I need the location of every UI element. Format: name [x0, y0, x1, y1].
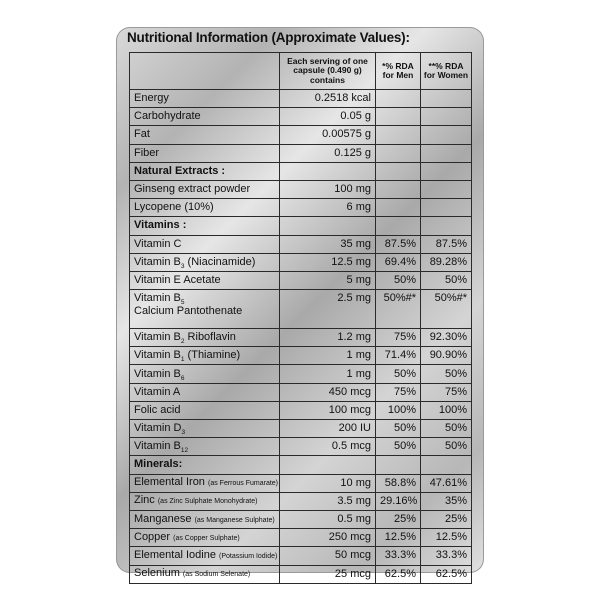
amount-cell: 50 mcg [280, 547, 376, 565]
rda-men-cell: 50% [376, 420, 421, 438]
rda-women-cell [421, 90, 472, 108]
rda-women-cell: 87.5% [421, 235, 472, 253]
section-heading: Vitamins : [130, 217, 280, 235]
nutrient-name [130, 401, 280, 419]
nutrient-label: Elemental Iodine [134, 548, 216, 561]
rda-men-cell: 50% [376, 271, 421, 289]
amount-cell: 35 mg [280, 235, 376, 253]
nutrition-table [129, 52, 472, 584]
rda-men-cell: 100% [376, 401, 421, 419]
subscript: 3 [181, 429, 186, 437]
header-serving: Each serving of one capsule (0.490 g) contains [280, 53, 376, 90]
amount-cell: 200 IU [280, 420, 376, 438]
amount-cell: 0.00575 g [280, 126, 376, 144]
table-row [130, 347, 472, 365]
nutrient-name [130, 126, 280, 144]
header-rda-women: **% RDA for Women [421, 53, 472, 90]
nutrient-source-note: (as Zinc Sulphate Monohydrate) [157, 498, 258, 506]
table-row [130, 547, 472, 565]
rda-women-cell [421, 180, 472, 198]
rda-women-cell [421, 199, 472, 217]
nutrient-name [130, 474, 280, 492]
table-row [130, 271, 472, 289]
nutrient-label: Vitamin B [134, 331, 181, 344]
cell-empty [376, 162, 421, 180]
nutrient-name [130, 547, 280, 565]
amount-cell: 100 mg [280, 180, 376, 198]
rda-women-cell: 35% [421, 492, 472, 510]
nutrient-name [130, 347, 280, 365]
rda-women-cell: 25% [421, 510, 472, 528]
nutrient-name [130, 235, 280, 253]
nutrient-label-line2: Calcium Pantothenate [134, 305, 243, 318]
table-row [130, 456, 472, 474]
nutrient-label: Copper [134, 530, 171, 543]
amount-cell: 0.125 g [280, 144, 376, 162]
nutrient-name [130, 144, 280, 162]
nutrient-name [130, 529, 280, 547]
nutrient-label: Zinc [134, 494, 155, 507]
nutrient-source-note: (as Ferrous Fumarate) [208, 480, 279, 488]
rda-women-cell: 47.61% [421, 474, 472, 492]
nutrient-detail: (Thiamine) [184, 349, 241, 362]
section-heading: Minerals: [130, 456, 280, 474]
table-row [130, 474, 472, 492]
table-row [130, 510, 472, 528]
nutrient-label: Carbohydrate [134, 110, 201, 123]
nutrient-name [130, 90, 280, 108]
rda-men-cell [376, 90, 421, 108]
cell-empty [280, 162, 376, 180]
nutrient-label: Ginseng extract powder [134, 183, 251, 196]
cell-empty [280, 456, 376, 474]
nutrient-name [130, 365, 280, 383]
nutrient-name [130, 180, 280, 198]
rda-men-cell: 58.8% [376, 474, 421, 492]
nutrient-label: Vitamin B [134, 255, 181, 268]
subscript: 3 [180, 262, 185, 270]
table-row [130, 290, 472, 329]
page-title: Nutritional Information (Approximate Values): [127, 30, 410, 45]
nutrient-name [130, 492, 280, 510]
subscript: 12 [180, 447, 189, 455]
rda-women-cell: 50% [421, 271, 472, 289]
rda-women-cell: 100% [421, 401, 472, 419]
nutrient-name [130, 565, 280, 583]
rda-women-cell: 50% [421, 420, 472, 438]
amount-cell: 10 mg [280, 474, 376, 492]
nutrient-label: Selenium [134, 567, 180, 580]
table-row [130, 199, 472, 217]
rda-women-cell [421, 126, 472, 144]
table-row [130, 126, 472, 144]
table-row [130, 329, 472, 347]
rda-women-cell: 50% [421, 438, 472, 456]
rda-men-cell: 50% [376, 365, 421, 383]
amount-cell: 1.2 mg [280, 329, 376, 347]
rda-women-cell: 90.90% [421, 347, 472, 365]
amount-cell: 12.5 mg [280, 253, 376, 271]
nutrient-name [130, 510, 280, 528]
nutrient-source-note: (as Sodium Selenate) [182, 571, 251, 579]
table-row [130, 565, 472, 583]
rda-women-cell: 33.3% [421, 547, 472, 565]
nutrient-name [130, 271, 280, 289]
rda-women-cell [421, 108, 472, 126]
nutrient-name [130, 199, 280, 217]
amount-cell: 5 mg [280, 271, 376, 289]
nutrient-source-note: (as Manganese Sulphate) [194, 516, 275, 524]
nutrient-label: Lycopene (10%) [134, 201, 214, 214]
nutrient-label: Vitamin B [134, 292, 181, 305]
cell-empty [280, 217, 376, 235]
amount-cell: 0.5 mcg [280, 438, 376, 456]
rda-men-cell: 50%#* [376, 290, 421, 329]
rda-men-cell: 87.5% [376, 235, 421, 253]
rda-women-cell: 50%#* [421, 290, 472, 329]
rda-men-cell: 33.3% [376, 547, 421, 565]
rda-women-cell [421, 144, 472, 162]
rda-men-cell [376, 144, 421, 162]
cell-empty [421, 217, 472, 235]
table-row [130, 235, 472, 253]
cell-empty [376, 456, 421, 474]
nutrient-label: Vitamin E Acetate [134, 273, 221, 286]
nutrient-name [130, 420, 280, 438]
amount-cell: 6 mg [280, 199, 376, 217]
cell-empty [376, 217, 421, 235]
rda-women-cell: 92.30% [421, 329, 472, 347]
nutrient-label: Vitamin A [134, 385, 181, 398]
nutrient-label: Vitamin B [134, 440, 181, 453]
rda-men-cell: 62.5% [376, 565, 421, 583]
amount-cell: 2.5 mg [280, 290, 376, 329]
header-nutrient [130, 53, 280, 90]
nutrient-label: Fiber [134, 146, 160, 159]
rda-men-cell: 50% [376, 438, 421, 456]
rda-men-cell: 25% [376, 510, 421, 528]
nutrient-name [130, 253, 280, 271]
nutrient-label: Folic acid [134, 403, 181, 416]
rda-women-cell: 62.5% [421, 565, 472, 583]
rda-men-cell: 75% [376, 329, 421, 347]
nutrient-label: Vitamin C [134, 237, 182, 250]
nutrient-name [130, 383, 280, 401]
rda-women-cell: 89.28% [421, 253, 472, 271]
table-row [130, 162, 472, 180]
table-row [130, 383, 472, 401]
nutrient-source-note: (Potassium Iodide) [219, 552, 278, 560]
amount-cell: 3.5 mg [280, 492, 376, 510]
table-row [130, 438, 472, 456]
amount-cell: 100 mcg [280, 401, 376, 419]
amount-cell: 0.5 mg [280, 510, 376, 528]
cell-empty [421, 456, 472, 474]
section-heading: Natural Extracts : [130, 162, 280, 180]
nutrient-label: Manganese [134, 512, 192, 525]
nutrient-label: Vitamin B [134, 349, 181, 362]
rda-women-cell: 50% [421, 365, 472, 383]
rda-men-cell: 69.4% [376, 253, 421, 271]
amount-cell: 25 mcg [280, 565, 376, 583]
nutrient-label: Energy [134, 92, 169, 105]
amount-cell: 0.05 g [280, 108, 376, 126]
table-row [130, 108, 472, 126]
amount-cell: 1 mg [280, 347, 376, 365]
table-row [130, 365, 472, 383]
table-row [130, 253, 472, 271]
nutrient-label: Fat [134, 128, 150, 141]
table-row [130, 144, 472, 162]
rda-men-cell: 75% [376, 383, 421, 401]
rda-men-cell [376, 180, 421, 198]
table-row [130, 217, 472, 235]
rda-men-cell [376, 126, 421, 144]
table-row [130, 180, 472, 198]
rda-women-cell: 75% [421, 383, 472, 401]
nutrient-label: Elemental Iron [134, 476, 205, 489]
rda-men-cell [376, 108, 421, 126]
rda-men-cell: 12.5% [376, 529, 421, 547]
amount-cell: 250 mcg [280, 529, 376, 547]
table-header-row [130, 53, 472, 90]
subscript: 1 [180, 356, 185, 364]
nutrient-detail: Riboflavin [184, 331, 236, 344]
subscript: 5 [180, 299, 185, 307]
nutrient-name [130, 438, 280, 456]
table-row [130, 529, 472, 547]
table-row [130, 420, 472, 438]
nutrient-name [130, 108, 280, 126]
nutrient-label: Vitamin B [134, 367, 181, 380]
nutrient-name [130, 290, 280, 329]
header-rda-men: *% RDA for Men [376, 53, 421, 90]
table-row [130, 90, 472, 108]
nutrient-name [130, 329, 280, 347]
rda-men-cell: 29.16% [376, 492, 421, 510]
nutrient-label: Vitamin D [134, 422, 182, 435]
table-row [130, 492, 472, 510]
nutrient-source-note: (as Copper Sulphate) [173, 534, 240, 542]
amount-cell: 1 mg [280, 365, 376, 383]
rda-men-cell: 71.4% [376, 347, 421, 365]
amount-cell: 450 mcg [280, 383, 376, 401]
rda-women-cell: 12.5% [421, 529, 472, 547]
rda-men-cell [376, 199, 421, 217]
subscript: 6 [180, 374, 185, 382]
nutrient-detail: (Niacinamide) [184, 255, 256, 268]
cell-empty [421, 162, 472, 180]
subscript: 2 [180, 338, 185, 346]
table-row [130, 401, 472, 419]
amount-cell: 0.2518 kcal [280, 90, 376, 108]
